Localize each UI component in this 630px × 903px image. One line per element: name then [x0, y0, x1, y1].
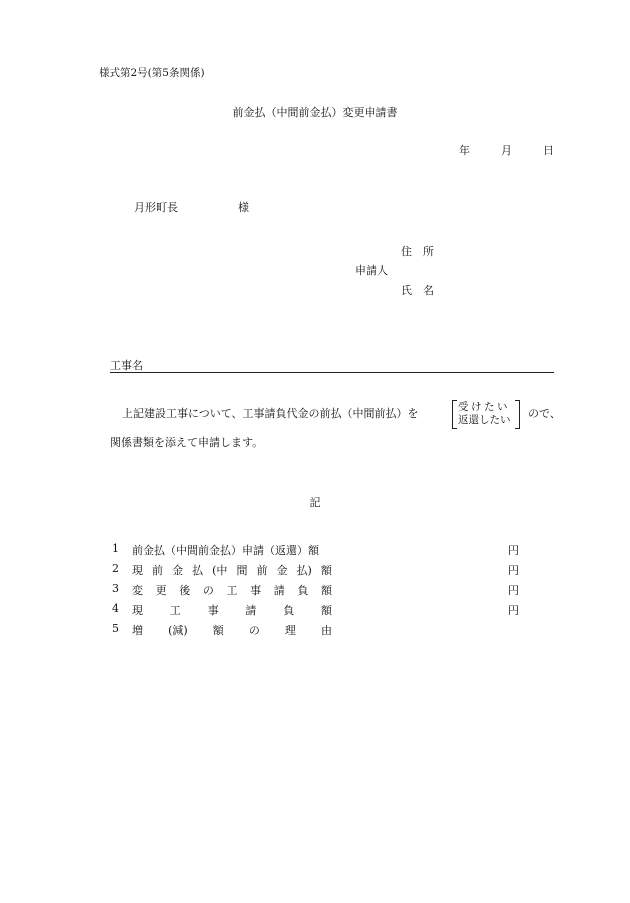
date-line [459, 145, 554, 156]
option-receive: 受けたい [458, 401, 510, 413]
left-bracket [452, 400, 457, 429]
option-return: 返還したい [458, 414, 511, 426]
label-char: 工 [169, 604, 181, 617]
item-label [132, 622, 332, 638]
label-char: 増 [132, 624, 143, 637]
label-char: 額 [320, 564, 332, 577]
label-char: 負 [297, 584, 309, 597]
label-char: 額 [212, 624, 224, 637]
label-char: 更 [155, 584, 167, 597]
label-char: 由 [320, 624, 332, 637]
form-number: 様式第2号(第5条関係) [99, 67, 205, 79]
right-bracket [515, 400, 520, 429]
item-unit: 円 [508, 584, 519, 597]
label-char: 請 [273, 584, 285, 597]
body-text-line2: 関係書類を添えて申請します。 [110, 436, 264, 449]
item-number: 2 [112, 562, 119, 575]
item-number: 4 [112, 602, 119, 615]
addressee-name: 月形町長 [134, 201, 178, 214]
list-item [112, 602, 522, 616]
address-label: 住所 [401, 245, 445, 258]
list-item [112, 582, 522, 596]
label-char: 事 [250, 584, 262, 597]
label-char: 理 [284, 624, 296, 637]
label-char: 事 [207, 604, 219, 617]
name-label: 氏名 [401, 284, 445, 297]
item-label: 前金払（中間前金払）申請（返還）額 [132, 544, 319, 557]
body-text-tail: ので、 [528, 407, 561, 420]
label-char: 額 [320, 604, 332, 617]
work-name-label: 工事名 [110, 359, 143, 372]
label-char: 現 [132, 604, 143, 617]
label-char: 負 [283, 604, 295, 617]
body-text-line1: 上記建設工事について、工事請負代金の前払（中間前払）を [122, 407, 419, 420]
ki-heading: 記 [309, 496, 321, 509]
label-char: (中 [212, 564, 228, 577]
label-char: 前 [256, 564, 268, 577]
label-char: 間 [236, 564, 248, 577]
label-char: 後 [179, 584, 191, 597]
label-char: 現 [132, 564, 143, 577]
list-item [112, 542, 522, 556]
item-number: 1 [112, 542, 119, 555]
label-char: 変 [132, 584, 143, 597]
label-char: 払 [192, 564, 204, 577]
option-bracket [452, 400, 520, 428]
work-name-underline [110, 372, 554, 373]
label-char: 請 [245, 604, 257, 617]
item-label [132, 562, 332, 578]
list-item [112, 622, 522, 636]
item-label [132, 602, 332, 618]
item-number: 3 [112, 582, 119, 595]
label-char: 額 [321, 584, 332, 597]
month-label: 月 [501, 144, 512, 157]
addressee-honorific: 様 [238, 201, 249, 214]
item-label [132, 582, 332, 598]
label-char: 前 [152, 564, 164, 577]
item-number: 5 [112, 622, 119, 635]
label-char: 工 [226, 584, 238, 597]
item-unit: 円 [508, 544, 519, 557]
label-char: 金 [276, 564, 288, 577]
item-unit: 円 [508, 604, 519, 617]
list-item [112, 562, 522, 576]
item-unit: 円 [508, 564, 519, 577]
day-label: 日 [543, 144, 554, 157]
year-label: 年 [459, 144, 470, 157]
label-char: の [202, 584, 214, 597]
applicant-label: 申請人 [355, 264, 388, 277]
label-char: の [248, 624, 260, 637]
document-title: 前金払（中間前金払）変更申請書 [232, 106, 398, 119]
label-char: 払) [296, 564, 312, 577]
label-char: (減) [168, 624, 188, 637]
label-char: 金 [172, 564, 184, 577]
